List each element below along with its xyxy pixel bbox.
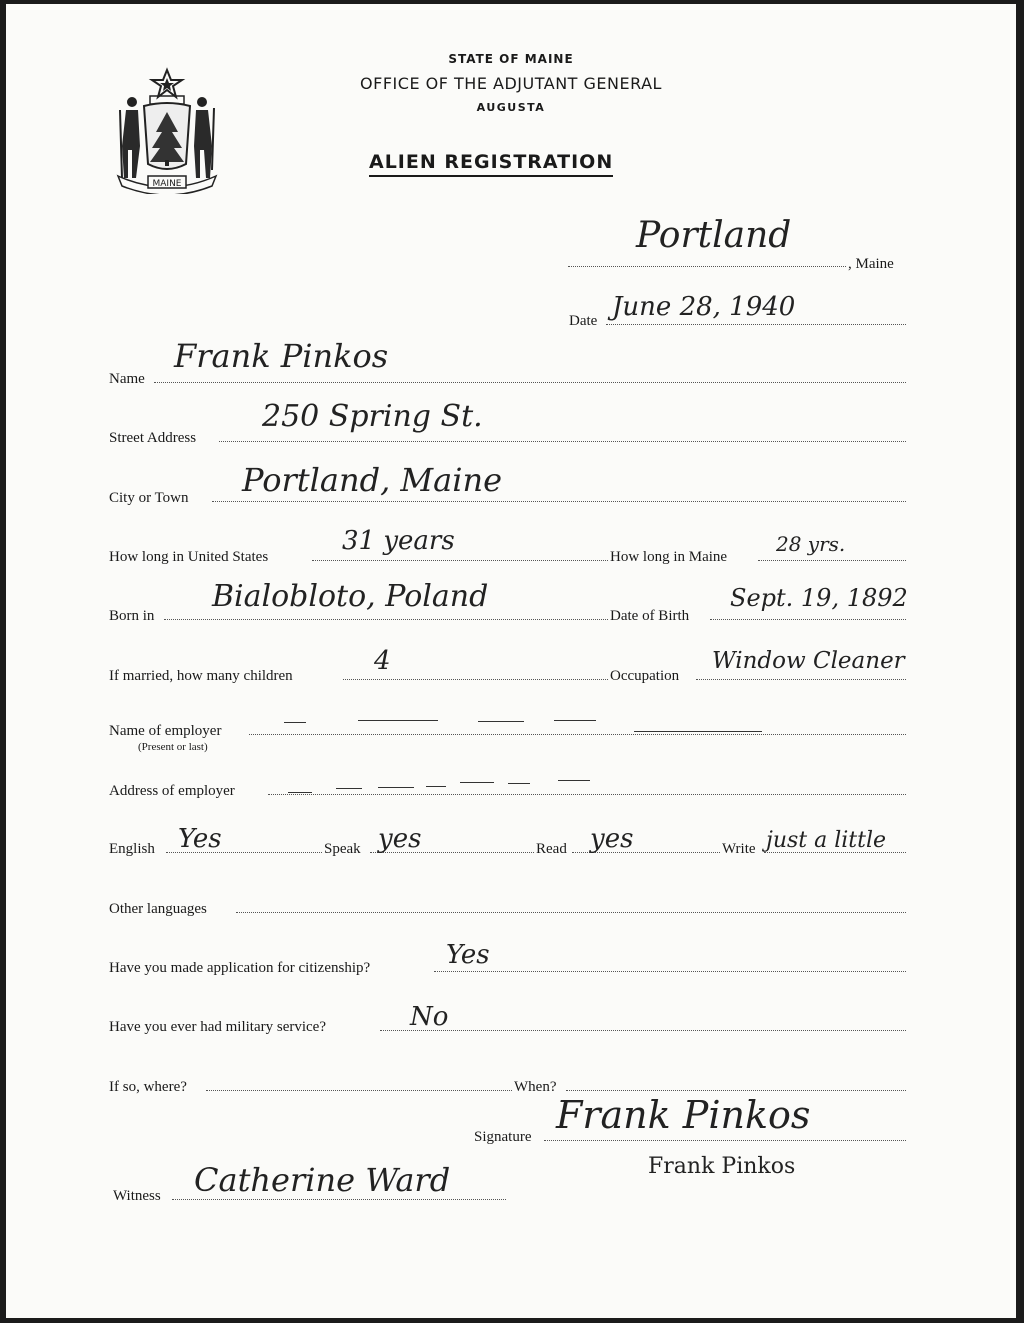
- date-label: Date: [569, 313, 598, 329]
- employer-label: Name of employer: [109, 723, 222, 739]
- other-languages-line[interactable]: [236, 912, 906, 913]
- employer-dash-mark: [634, 731, 762, 732]
- street-address-line: [219, 441, 906, 442]
- employer-address-dash-mark: [460, 782, 494, 783]
- printed-name: Frank Pinkos: [648, 1154, 796, 1179]
- military-line: [380, 1030, 906, 1031]
- street-address-label: Street Address: [109, 430, 197, 446]
- occupation-label: Occupation: [610, 668, 680, 684]
- employer-address-dash-mark: [426, 786, 446, 787]
- street-address-value[interactable]: 250 Spring St.: [262, 399, 483, 434]
- occupation-value[interactable]: Window Cleaner: [712, 648, 905, 674]
- speak-value[interactable]: yes: [378, 824, 422, 854]
- employer-address-dash-mark: [378, 787, 414, 788]
- state-heading: STATE OF MAINE: [448, 52, 574, 66]
- employer-address-dash-mark: [288, 792, 312, 793]
- form-title: ALIEN REGISTRATION: [369, 151, 613, 177]
- place-line: [568, 266, 846, 267]
- witness-label: Witness: [113, 1188, 161, 1204]
- employer-dash-mark: [284, 722, 306, 723]
- us-duration-line: [312, 560, 608, 561]
- place-value[interactable]: Portland: [636, 215, 792, 256]
- citizenship-line: [434, 971, 906, 972]
- maine-duration-line: [758, 560, 906, 561]
- maine-duration-value[interactable]: 28 yrs.: [776, 532, 846, 556]
- citizenship-value[interactable]: Yes: [446, 940, 490, 970]
- when-label: When?: [514, 1079, 557, 1095]
- signature-value[interactable]: Frank Pinkos: [556, 1093, 811, 1137]
- children-value[interactable]: 4: [374, 646, 391, 676]
- employer-dash-mark: [478, 721, 524, 722]
- where-line[interactable]: [206, 1090, 512, 1091]
- write-value[interactable]: just a little: [766, 828, 887, 853]
- city-label: City or Town: [109, 490, 189, 506]
- date-of-birth-value[interactable]: Sept. 19, 1892: [730, 584, 908, 612]
- name-value[interactable]: Frank Pinkos: [174, 337, 389, 375]
- read-value[interactable]: yes: [590, 824, 634, 854]
- city-line: [212, 501, 906, 502]
- employer-address-dash-mark: [508, 783, 530, 784]
- employer-dash-mark: [554, 720, 596, 721]
- born-in-label: Born in: [109, 608, 155, 624]
- date-value[interactable]: June 28, 1940: [612, 292, 796, 322]
- name-label: Name: [109, 371, 145, 387]
- place-suffix-label: , Maine: [848, 256, 894, 272]
- witness-line: [172, 1199, 506, 1200]
- city-heading: AUGUSTA: [476, 101, 546, 114]
- children-label: If married, how many children: [109, 668, 293, 684]
- military-label: Have you ever had military service?: [109, 1019, 326, 1035]
- occupation-line: [696, 679, 906, 680]
- employer-sublabel: (Present or last): [138, 741, 208, 753]
- employer-address-line[interactable]: [268, 794, 906, 795]
- read-label: Read: [536, 841, 567, 857]
- registration-form-sheet: [6, 4, 1016, 1318]
- signature-label: Signature: [474, 1129, 532, 1145]
- where-label: If so, where?: [109, 1079, 187, 1095]
- date-line: [606, 324, 906, 325]
- seal-banner-text: MAINE: [152, 179, 182, 189]
- speak-label: Speak: [324, 841, 361, 857]
- write-label: Write: [722, 841, 756, 857]
- employer-address-label: Address of employer: [109, 783, 235, 799]
- us-duration-value[interactable]: 31 years: [342, 526, 455, 556]
- employer-line[interactable]: [249, 734, 906, 735]
- english-label: English: [109, 841, 155, 857]
- office-heading: OFFICE OF THE ADJUTANT GENERAL: [360, 74, 662, 93]
- signature-line: [544, 1140, 906, 1141]
- employer-dash-mark: [358, 720, 438, 721]
- english-value[interactable]: Yes: [178, 824, 222, 854]
- citizenship-label: Have you made application for citizenship?: [109, 960, 371, 976]
- employer-address-dash-mark: [336, 788, 362, 789]
- other-languages-label: Other languages: [109, 901, 207, 917]
- us-duration-label: How long in United States: [109, 549, 269, 565]
- children-line: [343, 679, 608, 680]
- date-of-birth-label: Date of Birth: [610, 608, 690, 624]
- military-value[interactable]: No: [410, 1002, 449, 1032]
- born-in-value[interactable]: Bialobloto, Poland: [212, 579, 489, 614]
- witness-value[interactable]: Catherine Ward: [194, 1161, 451, 1199]
- maine-duration-label: How long in Maine: [610, 549, 728, 565]
- date-of-birth-line: [710, 619, 906, 620]
- city-value[interactable]: Portland, Maine: [242, 461, 503, 499]
- when-line[interactable]: [566, 1090, 906, 1091]
- employer-address-dash-mark: [558, 780, 590, 781]
- born-in-line: [164, 619, 608, 620]
- name-line: [154, 382, 906, 383]
